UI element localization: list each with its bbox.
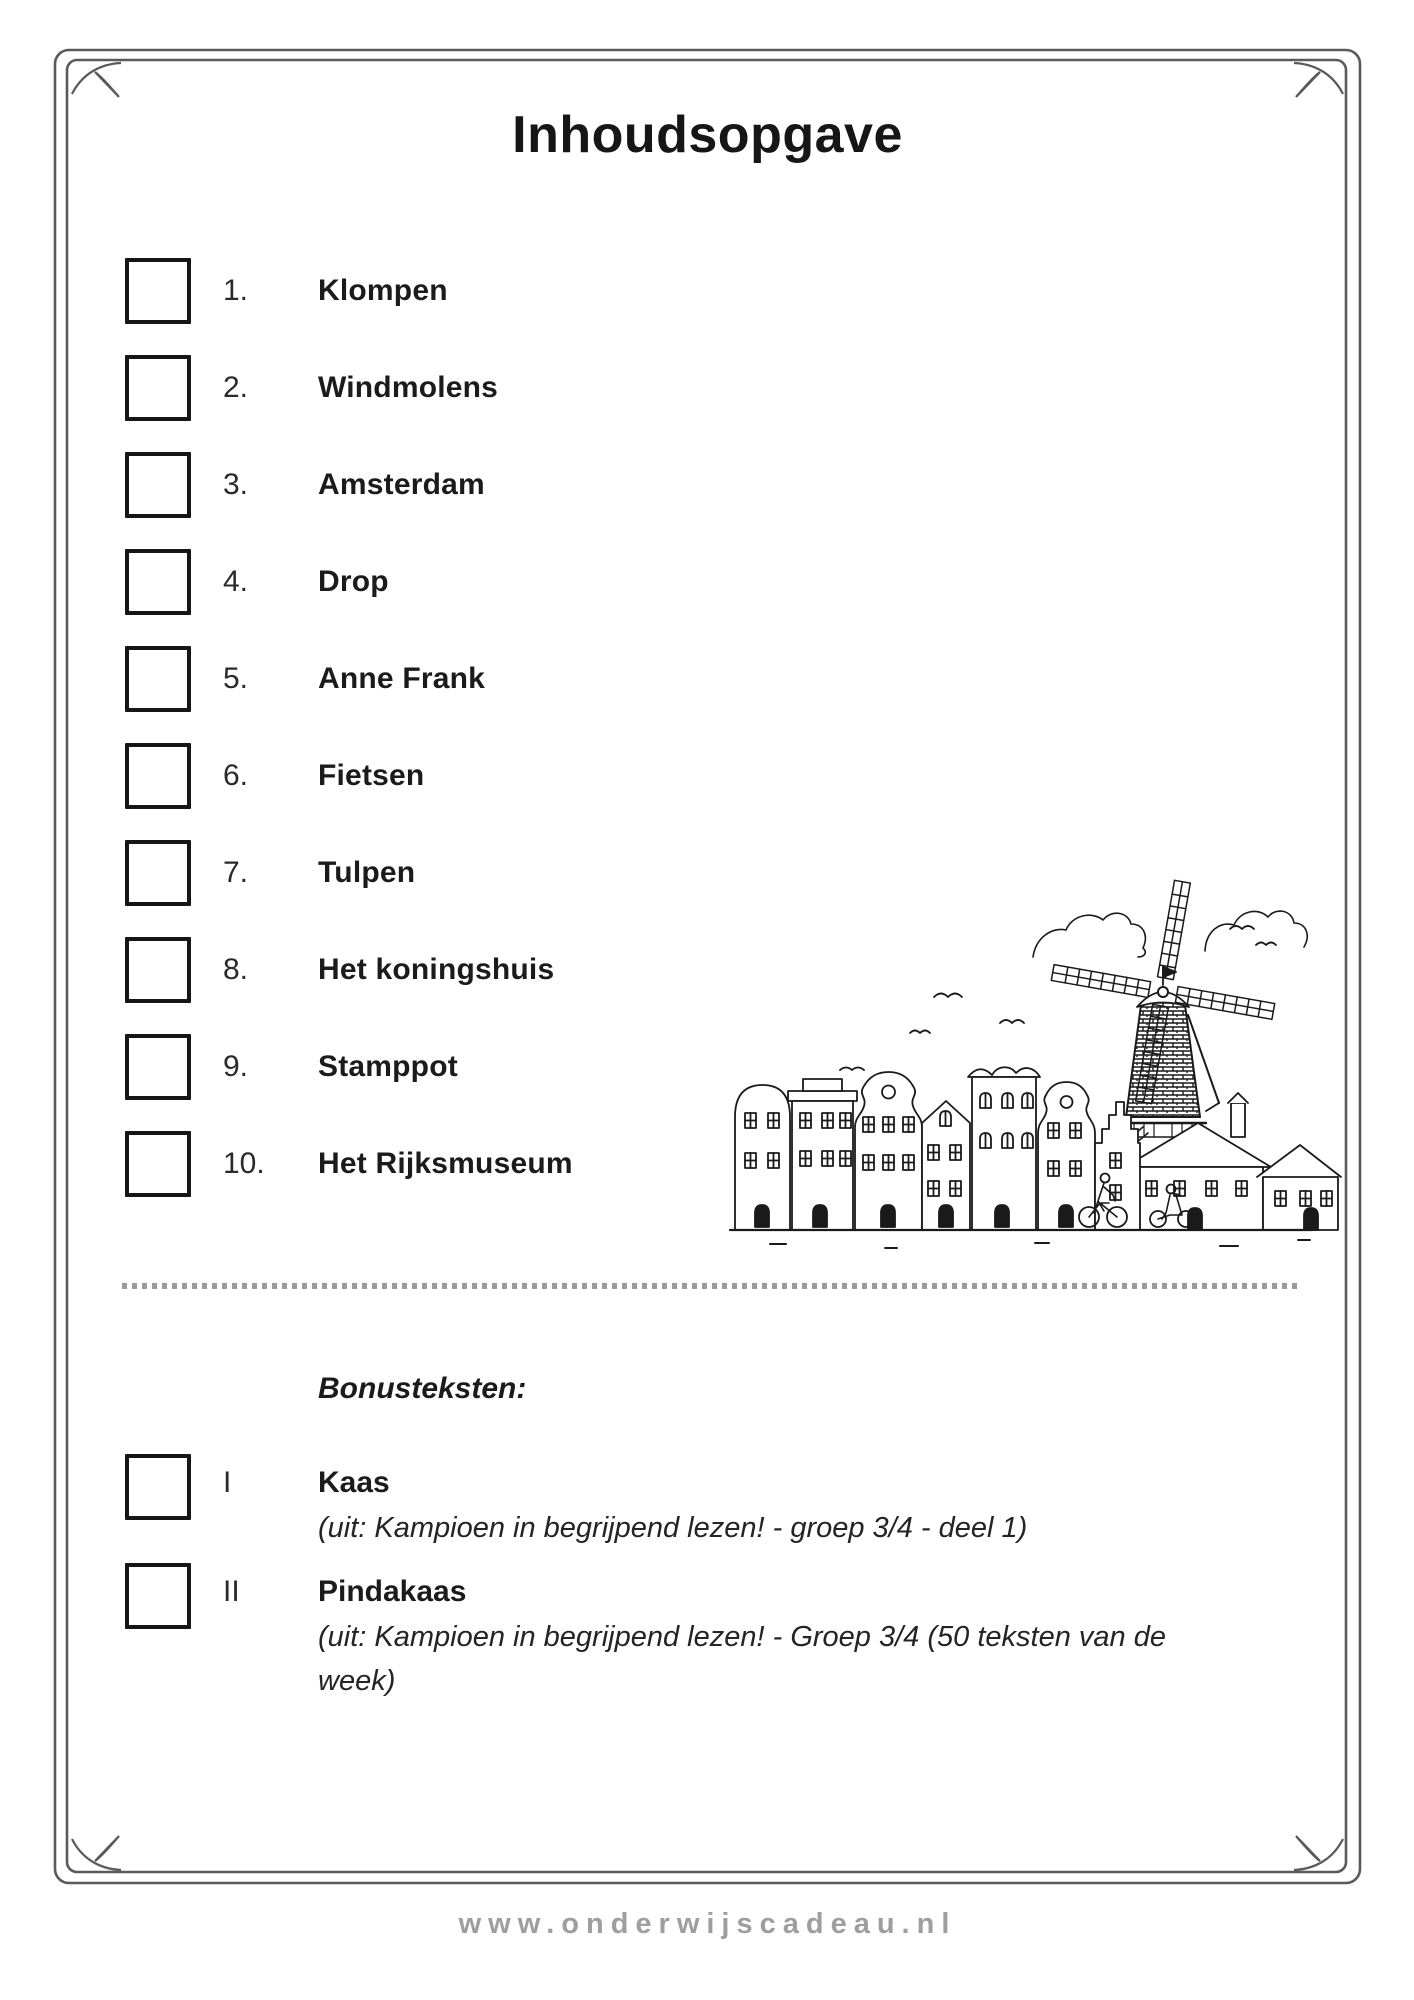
toc-row xyxy=(125,743,885,809)
toc-row xyxy=(125,646,885,712)
toc-item-number: 10. xyxy=(223,1147,265,1180)
toc-item-number: 2. xyxy=(223,371,249,404)
toc-item-label: Amsterdam xyxy=(318,468,485,501)
toc-item-number: 1. xyxy=(223,274,249,307)
toc-row xyxy=(125,549,885,615)
bonus-item-source: (uit: Kampioen in begrijpend lezen! - groep 3/4 - deel 1) xyxy=(318,1512,1028,1544)
toc-item-label: Fietsen xyxy=(318,759,425,792)
toc-item-number: 5. xyxy=(223,662,249,695)
bonus-item-numeral: II xyxy=(223,1575,240,1608)
toc-item-number: 8. xyxy=(223,953,249,986)
checkbox[interactable] xyxy=(125,452,191,518)
checkbox[interactable] xyxy=(125,1034,191,1100)
checkbox[interactable] xyxy=(125,355,191,421)
toc-item-label: Anne Frank xyxy=(318,662,486,695)
checkbox[interactable] xyxy=(125,646,191,712)
bonus-heading: Bonusteksten: xyxy=(318,1372,527,1405)
toc-row xyxy=(125,452,885,518)
toc-row xyxy=(125,258,885,324)
toc-row xyxy=(125,355,885,421)
toc-item-number: 6. xyxy=(223,759,249,792)
toc-item-number: 7. xyxy=(223,856,249,889)
footer-url: www.onderwijscadeau.nl xyxy=(458,1908,957,1940)
toc-item-label: Tulpen xyxy=(318,856,416,889)
checkbox[interactable] xyxy=(125,258,191,324)
bonus-item-source: (uit: Kampioen in begrijpend lezen! - Groep 3/4 (50 teksten van de week) xyxy=(318,1621,1166,1697)
bonus-item-title: Kaas xyxy=(318,1466,390,1499)
toc-item-label: Klompen xyxy=(318,274,448,307)
checkbox[interactable] xyxy=(125,1131,191,1197)
checkbox[interactable] xyxy=(125,743,191,809)
checkbox[interactable] xyxy=(125,1454,191,1520)
checkbox[interactable] xyxy=(125,1563,191,1629)
toc-item-number: 9. xyxy=(223,1050,249,1083)
bonus-row xyxy=(125,1454,1220,1550)
toc-item-label: Stamppot xyxy=(318,1050,458,1083)
toc-item-number: 3. xyxy=(223,468,249,501)
toc-item-number: 4. xyxy=(223,565,249,598)
page-title: Inhoudsopgave xyxy=(512,105,903,164)
bonus-item-title: Pindakaas xyxy=(318,1575,467,1608)
toc-item-label: Het koningshuis xyxy=(318,953,555,986)
dutch-cityscape-illustration xyxy=(700,865,1345,1270)
checkbox[interactable] xyxy=(125,937,191,1003)
toc-item-label: Windmolens xyxy=(318,371,499,404)
dotted-divider xyxy=(122,1283,1298,1289)
checkbox[interactable] xyxy=(125,840,191,906)
bonus-item-numeral: I xyxy=(223,1466,232,1499)
bonus-row xyxy=(125,1563,1220,1703)
toc-item-label: Het Rijksmuseum xyxy=(318,1147,573,1180)
toc-item-label: Drop xyxy=(318,565,389,598)
checkbox[interactable] xyxy=(125,549,191,615)
